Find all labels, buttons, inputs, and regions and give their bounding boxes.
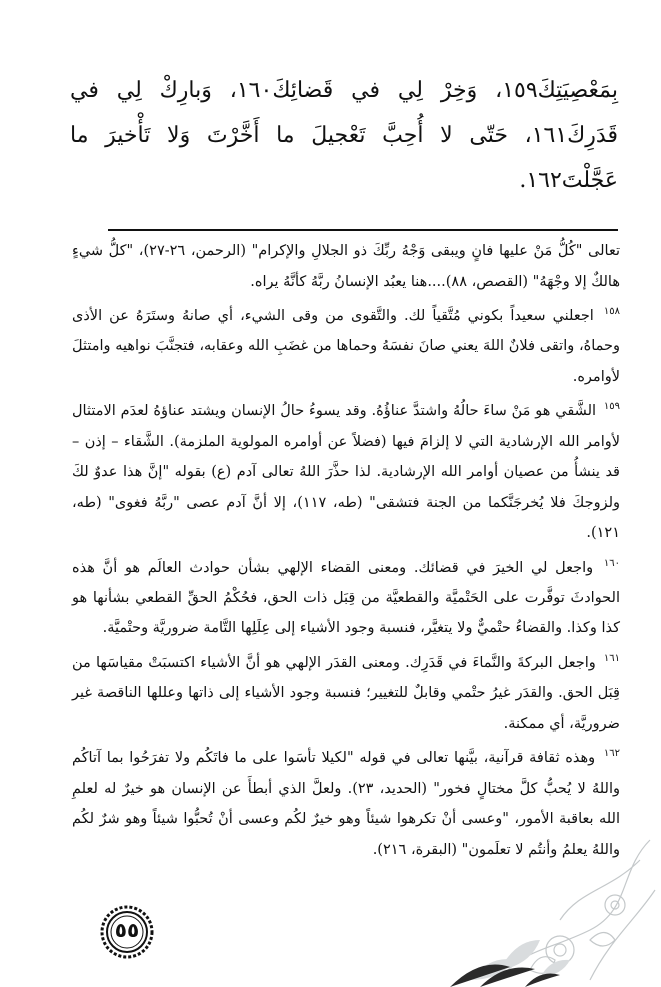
footnote-number: ١٦٢: [603, 748, 620, 760]
main-paragraph: بِمَعْصِيَتِكَ١٥٩، وَخِرْ لِي في قَضائِكَ١٦٠، وَبارِكْ لِي في قَدَرِكَ١٦١، حَتّى لا أُحِبَّ تَعْجيلَ ما أَخَّرْتَ وَلا تَأْخيرَ ما عَجَّلْتَ١٦٢.: [70, 78, 618, 193]
footnote-text: تعالى "كُلُّ مَنْ عليها فانٍ ويبقى وَجْهُ ربِّكَ ذو الجلالِ والإكرام" (الرحمن، ٢٦-٢٧)، "كلُّ شيءٍ هالكٌ إلا وجْهَهُ" (القصص، ٨٨)....هنا يعبُد الإنسانُ ربَّهُ كأنَّهُ يراه.: [72, 243, 620, 290]
footnote-158: [72, 297, 620, 392]
footnote-number: ١٦٠: [603, 557, 620, 569]
footnote-continuation: [72, 236, 620, 297]
footnotes-block: [72, 236, 620, 865]
footnote-number: ١٦١: [603, 652, 620, 664]
footnote-text: الشَّقي هو مَنْ ساءَ حالُهُ واشتدَّ عناؤُهُ. وقد يسوءُ حالُ الإنسان ويشتد عناؤهُ لعدَم الامتثال لأوامر الله الإرشادية التي لا إلزامَ فيها (فضلاً عن أوامره المولوية الملزمة). الشَّقاء – إذن – قد ينشأُ من عصيان أوامر الله الإرشادية. لذا حذَّرَ اللهُ تعالى آدم (ع) بقوله "إنَّ هذا عدوٌ لكَ ولزوجكَ فلا يُخرجَنَّكما من الجنة فتشقى" (طه، ١١٧)، إلا أنَّ آدم عصى "ربَّهُ فغوى" (طه، ١٢١).: [72, 403, 620, 542]
footnote-text: واجعل البركةَ والنَّماءَ في قَدَرِك. ومعنى القدَر الإلهي هو أنَّ الأشياء اكتسبَتْ مقياسَها من قِبَل الحق. والقدَر غيرُ حتْمي وقابلٌ للتغيير؛ فنسبة وجود الأشياء إلى ذاتها وعللها الناقصة غير ضروريَّة، أي ممكنة.: [72, 654, 620, 732]
main-text-block: [70, 68, 618, 203]
footnote-number: ١٥٨: [603, 306, 620, 317]
footnote-text: واجعل لي الخيرَ في قضائك. ومعنى القضاء الإلهي بشأن حوادث العالَم هو أنَّ هذه الحوادثَ توفَّرت على الحَتْميَّة والقطعيَّة من قِبَل ذات الحق، فحُكْمُ الحقِّ القطعي بشأنها هو كذا وكذا. والقضاءُ حتْميٌّ ولا يتغيَّر، فنسبة وجود الأشياء إلى عِلَلِها التَّامة ضروريَّة وحتْميَّة.: [72, 559, 620, 637]
footnote-divider: [108, 229, 618, 231]
footnote-160: [72, 549, 620, 644]
floral-ornament-icon: [440, 830, 661, 987]
footnote-text: اجعلني سعيداً بكوني مُتَّقياً لك. والتَّقوى من وقى الشيء، أي صانهُ وستَرَهُ عن الأذى وحماهُ، واتقى فلانٌ اللهَ يعني صانَ نفسَهُ وحماها من غضَبِ الله وعقابه، فتجنَّبَ نواهيه وامتثلَ لأوامره.: [72, 307, 620, 385]
footnote-text: وهذه ثقافة قرآنية، بيَّنها تعالى في قوله "لكيلا تأسَوا على ما فاتَكُم ولا تفرَحُوا بما آتاكُم واللهُ لا يُحبُّ كلَّ مختالٍ فخور" (الحديد، ٢٣). ولعلَّ الذي أبطأَ عن الإنسان هو خيرٌ له لعلمِ الله بعاقبة الأمور، "وعسى أنْ تكرهوا شيئاً وهو خيرٌ لكُم وعسى أنْ تُحبُّوا شيئاً وهو شرٌ لكُم واللهُ يعلمُ وأنتُم لا تعلَمون" (البقرة، ٢١٦).: [72, 750, 620, 858]
page-number-badge: [100, 905, 154, 959]
page-number: ٥٥: [114, 918, 140, 942]
footnote-number: ١٥٩: [603, 401, 621, 413]
footnote-159: [72, 392, 620, 548]
footnote-161: [72, 644, 620, 739]
